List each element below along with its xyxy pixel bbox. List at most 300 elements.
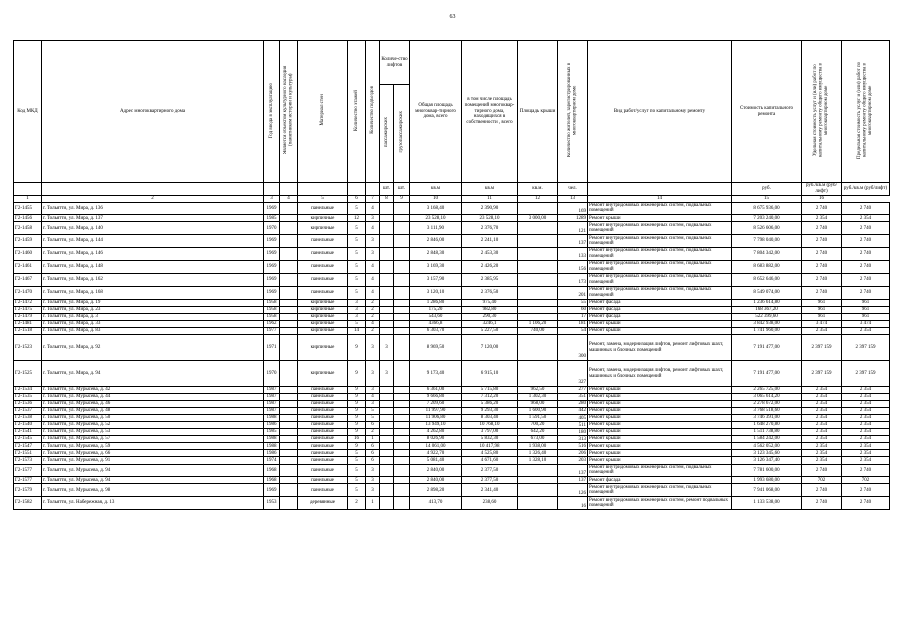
cell-roof-area: 1 591,50 [518,415,558,422]
cell-lifts-cargo [394,222,410,235]
cell-heritage [280,222,298,235]
cell-cost: 7 941 068,00 [732,484,802,497]
cell-lifts-cargo [394,306,410,313]
cell-lifts-pass [380,299,394,306]
cell-roof-area [518,313,558,320]
cell-lifts-pass: 3 [380,335,394,361]
cell-wall: панельные [298,450,348,457]
cell-residents: 156 [558,261,588,274]
cell-lifts-pass [380,222,394,235]
capital-repair-table [13,40,890,510]
cell-residents: 201 [558,286,588,299]
col-number: 8 [380,195,394,202]
cell-floors: 5 [348,286,366,299]
cell-year: 1987 [264,408,280,415]
cell-cost: 8 683 882,00 [732,261,802,274]
cell-max-cost: 2 354 [842,436,890,443]
cell-roof-area: 700,20 [518,422,558,429]
cell-roof-area: 1 600,90 [518,408,558,415]
col-number: 11 [462,195,518,202]
cell-unit-cost: 2 397 159 [802,335,842,361]
cell-year: 1968 [264,464,280,477]
cell-floors: 12 [348,215,366,222]
cell-lifts-cargo [394,422,410,429]
cell-max-cost: 2 354 [842,387,890,394]
cell-code: Г2-1535 [14,394,42,401]
cell-residents: 121 [558,222,588,235]
cell-floors: 5 [348,274,366,287]
cell-residents: 327 [558,361,588,387]
cell-code: Г2-1470 [14,286,42,299]
cell-heritage [280,477,298,484]
cell-owned-area: 2 453,30 [462,248,518,261]
cell-roof-area [518,306,558,313]
cell-owned-area: 9 293,30 [462,408,518,415]
cell-year: 1958 [264,306,280,313]
cell-owned-area: 2 385,95 [462,274,518,287]
cell-max-cost: 2 354 [842,215,890,222]
cell-roof-area [518,484,558,497]
cell-wall: панельные [298,248,348,261]
cell-floors: 5 [348,450,366,457]
cell-works: Ремонт крыши [588,394,732,401]
table-row [14,422,890,429]
cell-residents: 405 [558,415,588,422]
cell-max-cost: 2 740 [842,202,890,215]
cell-entrances: 4 [366,320,380,327]
cell-year: 1987 [264,394,280,401]
cell-lifts-pass [380,477,394,484]
cell-owned-area: 2 376,50 [462,286,518,299]
table-row [14,274,890,287]
cell-wall: панельные [298,274,348,287]
cell-roof-area: 1 328,10 [518,457,558,464]
cell-year: 1969 [264,261,280,274]
cell-entrances: 4 [366,202,380,215]
cell-entrances: 4 [366,274,380,287]
col-number: 3 [264,195,280,202]
cell-entrances: 4 [366,261,380,274]
cell-max-cost: 2 397 159 [842,335,890,361]
cell-cost: 522 399,60 [732,313,802,320]
unit-residents: чел. [558,183,588,196]
cell-heritage [280,361,298,387]
cell-owned-area: 975,40 [462,299,518,306]
cell-unit-cost: 2 397 159 [802,361,842,387]
cell-residents: 17 [558,313,588,320]
cell-code: Г2-1481 [14,320,42,327]
cell-residents: 137 [558,464,588,477]
cell-cost: 1 741 960,00 [732,327,802,334]
cell-cost: 168 367,20 [732,306,802,313]
cell-entrances: 3 [366,215,380,222]
col-number: 5 [298,195,348,202]
table-body [14,202,890,510]
cell-code: Г2-1460 [14,248,42,261]
cell-roof-area [518,299,558,306]
cell-max-cost: 961 [842,306,890,313]
cell-entrances: 1 [366,497,380,510]
cell-unit-cost: 2 354 [802,401,842,408]
cell-cost: 7 781 600,00 [732,464,802,477]
col-number: 4 [280,195,298,202]
cell-roof-area [518,261,558,274]
cell-residents: 173 [558,274,588,287]
cell-total-area: 413,70 [410,497,462,510]
cell-unit-cost: 2 740 [802,222,842,235]
unit-total-area: кв.м [410,183,462,196]
cell-owned-area: 2 390,90 [462,202,518,215]
cell-roof-area [518,477,558,484]
header-wall: Материал стен [319,94,325,126]
cell-cost: 3 123 345,60 [732,450,802,457]
cell-heritage [280,274,298,287]
table-row [14,222,890,235]
cell-roof-area: 740,00 [518,327,558,334]
header-address: Адрес многоквартирного дома [42,41,264,183]
cell-code: Г2-1538 [14,415,42,422]
table-header [14,41,890,203]
cell-code: Г2-1472 [14,299,42,306]
cell-owned-area: 2 426,20 [462,261,518,274]
cell-unit-cost: 3 474 [802,320,842,327]
cell-unit-cost: 2 354 [802,436,842,443]
cell-max-cost: 2 354 [842,450,890,457]
cell-lifts-cargo [394,477,410,484]
cell-code: Г2-1456 [14,215,42,222]
cell-total-area: 9 666,80 [410,394,462,401]
cell-works: Ремонт внутридомовых инженерных систем, подвальных помещений [588,484,732,497]
cell-year: 1977 [264,327,280,334]
cell-heritage [280,429,298,436]
cell-total-area: 4 262,80 [410,429,462,436]
cell-code: Г2-1537 [14,408,42,415]
cell-year: 1958 [264,313,280,320]
cell-wall: панельные [298,477,348,484]
cell-roof-area [518,464,558,477]
cell-cost: 3 746 391,00 [732,415,802,422]
cell-residents: 137 [558,235,588,248]
cell-wall: кирпичные [298,361,348,387]
cell-code: Г2-1577 [14,477,42,484]
cell-roof-area: 642,20 [518,429,558,436]
cell-max-cost: 2 740 [842,497,890,510]
cell-heritage [280,286,298,299]
cell-address: г. Тольятти, ул. Мира, д. 23 [42,306,264,313]
cell-lifts-pass [380,313,394,320]
cell-entrances: 6 [366,443,380,450]
cell-residents: 1289 [558,215,588,222]
cell-code: Г2-1459 [14,235,42,248]
cell-unit-cost: 961 [802,299,842,306]
cell-roof-area: 962,50 [518,387,558,394]
cell-year: 1987 [264,387,280,394]
cell-wall: панельные [298,443,348,450]
cell-unit-cost: 2 354 [802,422,842,429]
cell-residents: 169 [558,202,588,215]
cell-owned-area: 238,60 [462,497,518,510]
cell-wall: панельные [298,457,348,464]
cell-heritage [280,457,298,464]
cell-works: Ремонт внутридомовых инженерных систем, подвальных помещений [588,274,732,287]
table-row [14,299,890,306]
cell-heritage [280,299,298,306]
cell-year: 1970 [264,222,280,235]
header-lifts-cargo: грузопассажирских [398,111,404,153]
cell-total-area: 3 168,40 [410,202,462,215]
cell-entrances: 4 [366,222,380,235]
cell-heritage [280,306,298,313]
cell-cost: 8 675 936,00 [732,202,802,215]
cell-cost: 7 203 240,00 [732,215,802,222]
table-row [14,261,890,274]
cell-address: г. Тольятти, ул. Набережная, д. 13 [42,497,264,510]
cell-lifts-cargo [394,387,410,394]
cell-wall: панельные [298,401,348,408]
cell-unit-cost: 2 354 [802,387,842,394]
cell-wall: панельные [298,235,348,248]
cell-owned-area: 5 832,30 [462,436,518,443]
cell-max-cost: 2 740 [842,248,890,261]
cell-lifts-cargo [394,261,410,274]
header-entrances: Количество подъездов [369,86,375,134]
cell-floors: 3 [348,299,366,306]
table-row [14,450,890,457]
cell-unit-cost: 2 354 [802,394,842,401]
cell-address: г. Тольятти, ул. Мира, д. 144 [42,235,264,248]
cell-code: Г2-1523 [14,335,42,361]
cell-roof-area [518,361,558,387]
cell-works: Ремонт внутридомовых инженерных систем, подвальных помещений [588,222,732,235]
cell-total-area: 3 111,90 [410,222,462,235]
cell-heritage [280,464,298,477]
table-row [14,436,890,443]
cell-lifts-pass [380,215,394,222]
table-row [14,387,890,394]
cell-total-area: 3 169,30 [410,261,462,274]
cell-total-area: 3 157,90 [410,274,462,287]
cell-works: Ремонт, замена, модернизация лифтов, ремонт лифтовых шахт, машинных и блочных помещений [588,335,732,361]
cell-lifts-pass [380,436,394,443]
cell-wall: панельные [298,415,348,422]
cell-lifts-pass [380,443,394,450]
cell-cost: 1 133 538,00 [732,497,802,510]
cell-roof-area: 673,00 [518,436,558,443]
cell-residents: 16 [558,497,588,510]
cell-entrances: 3 [366,235,380,248]
cell-year: 1985 [264,429,280,436]
col-number: 16 [802,195,842,202]
cell-code: Г2-1455 [14,202,42,215]
cell-owned-area: 2 341,40 [462,484,518,497]
cell-heritage [280,415,298,422]
cell-address: г. Тольятти, ул. Мурысева, д. 52 [42,422,264,429]
cell-entrances: 3 [366,248,380,261]
cell-total-area: 7 209,60 [410,401,462,408]
cell-heritage [280,484,298,497]
cell-entrances: 6 [366,422,380,429]
cell-cost: 2 278 672,00 [732,401,802,408]
cell-year: 1969 [264,484,280,497]
cell-max-cost: 2 354 [842,401,890,408]
cell-lifts-pass [380,464,394,477]
table-row [14,320,890,327]
cell-max-cost: 2 740 [842,464,890,477]
cell-lifts-pass: 3 [380,361,394,387]
cell-lifts-pass [380,408,394,415]
cell-max-cost: 961 [842,313,890,320]
cell-lifts-cargo [394,248,410,261]
cell-owned-area: 4 525,80 [462,450,518,457]
cell-roof-area: 1 302,30 [518,394,558,401]
cell-entrances: 6 [366,450,380,457]
cell-total-area: 3 120,10 [410,286,462,299]
cell-owned-area: 10 768,10 [462,422,518,429]
cell-owned-area: 5 227,50 [462,327,518,334]
cell-roof-area [518,202,558,215]
cell-works: Ремонт крыши [588,327,732,334]
cell-lifts-pass [380,450,394,457]
cell-unit-cost: 702 [802,477,842,484]
cell-wall: панельные [298,484,348,497]
cell-residents: 300 [558,335,588,361]
cell-entrances: 1 [366,436,380,443]
cell-cost: 7 798 040,00 [732,235,802,248]
cell-unit-cost: 961 [802,306,842,313]
table-row [14,361,890,387]
cell-owned-area: 23 528,10 [462,215,518,222]
unit-unit-cost: руб./кв.м (руб/лифт) [802,183,842,196]
cell-address: г. Тольятти, ул. Мира, д. 168 [42,286,264,299]
cell-residents: 511 [558,422,588,429]
cell-residents: 206 [558,450,588,457]
cell-lifts-cargo [394,436,410,443]
cell-lifts-pass [380,320,394,327]
cell-year: 1958 [264,299,280,306]
cell-cost: 1 236 614,80 [732,299,802,306]
cell-residents: 126 [558,484,588,497]
cell-floors: 5 [348,464,366,477]
cell-address: г. Тольятти, ул. Мира, д. 140 [42,222,264,235]
cell-unit-cost: 2 740 [802,248,842,261]
cell-total-area: 2 898,20 [410,484,462,497]
cell-lifts-cargo [394,394,410,401]
cell-cost: 3 842 938,00 [732,320,802,327]
cell-code: Г2-1541 [14,429,42,436]
cell-entrances: 3 [366,387,380,394]
table-row [14,394,890,401]
cell-heritage [280,450,298,457]
table-row [14,484,890,497]
cell-lifts-cargo [394,408,410,415]
cell-works: Ремонт крыши [588,320,732,327]
cell-floors: 5 [348,477,366,484]
table-row [14,457,890,464]
cell-max-cost: 2 354 [842,408,890,415]
cell-lifts-pass [380,422,394,429]
cell-lifts-cargo [394,443,410,450]
col-number: 1 [14,195,42,202]
cell-address: г. Тольятти, ул. Мира, д. 136 [42,202,264,215]
cell-residents: 442 [558,408,588,415]
cell-lifts-cargo [394,320,410,327]
table-row [14,401,890,408]
cell-floors: 5 [348,484,366,497]
unit-owned-area: кв.м [462,183,518,196]
cell-roof-area [518,274,558,287]
cell-year: 1968 [264,477,280,484]
cell-wall: панельные [298,387,348,394]
table-row [14,335,890,361]
cell-residents: 516 [558,443,588,450]
cell-wall: кирпичные [298,306,348,313]
cell-lifts-pass [380,327,394,334]
header-residents: Количество жителей, зарегистрированных в многоквартирном доме [567,63,578,158]
cell-code: Г2-1547 [14,443,42,450]
cell-works: Ремонт крыши [588,457,732,464]
cell-works: Ремонт внутридомовых инженерных систем, подвальных помещений [588,286,732,299]
cell-owned-area: 3 797,00 [462,429,518,436]
cell-floors: 9 [348,415,366,422]
cell-residents: 203 [558,457,588,464]
cell-roof-area [518,286,558,299]
col-number: 10 [410,195,462,202]
cell-address: г. Тольятти, ул. Мурысева, д. 91 [42,457,264,464]
cell-cost: 1 993 680,00 [732,477,802,484]
cell-lifts-cargo [394,464,410,477]
cell-heritage [280,202,298,215]
cell-year: 1969 [264,286,280,299]
cell-residents: 60 [558,306,588,313]
cell-code: Г2-1573 [14,457,42,464]
cell-address: г. Тольятти, ул. Мурысева, д. 44 [42,394,264,401]
cell-heritage [280,320,298,327]
cell-entrances: 4 [366,394,380,401]
header-roof-area: Площадь крыши [518,41,558,183]
cell-works: Ремонт крыши [588,450,732,457]
cell-cost: 8 652 646,00 [732,274,802,287]
cell-floors: 3 [348,313,366,320]
cell-code: Г2-1582 [14,497,42,510]
col-number: 7 [366,195,380,202]
cell-total-area: 11 906,80 [410,415,462,422]
cell-entrances: 2 [366,327,380,334]
cell-cost: 4 562 052,00 [732,443,802,450]
cell-cost: 3 768 518,60 [732,408,802,415]
cell-total-area: 2 840,00 [410,464,462,477]
cell-year: 1974 [264,457,280,464]
cell-year: 1986 [264,422,280,429]
cell-owned-area: 3246,1 [462,320,518,327]
cell-year: 1969 [264,202,280,215]
cell-lifts-cargo [394,457,410,464]
cell-cost: 8 526 606,00 [732,222,802,235]
table-row [14,408,890,415]
table-row [14,235,890,248]
cell-address: г. Тольятти, ул. Мира, д. 19 [42,299,264,306]
cell-wall: кирпичные [298,222,348,235]
cell-wall: панельные [298,286,348,299]
cell-address: г. Тольятти, ул. Мира, д. 92 [42,335,264,361]
cell-roof-area: 3 000,00 [518,215,558,222]
cell-works: Ремонт крыши [588,408,732,415]
column-number-row [14,195,890,202]
cell-lifts-pass [380,497,394,510]
cell-lifts-cargo [394,327,410,334]
cell-floors: 2 [348,497,366,510]
cell-unit-cost: 2 740 [802,235,842,248]
cell-works: Ремонт фасада [588,313,732,320]
